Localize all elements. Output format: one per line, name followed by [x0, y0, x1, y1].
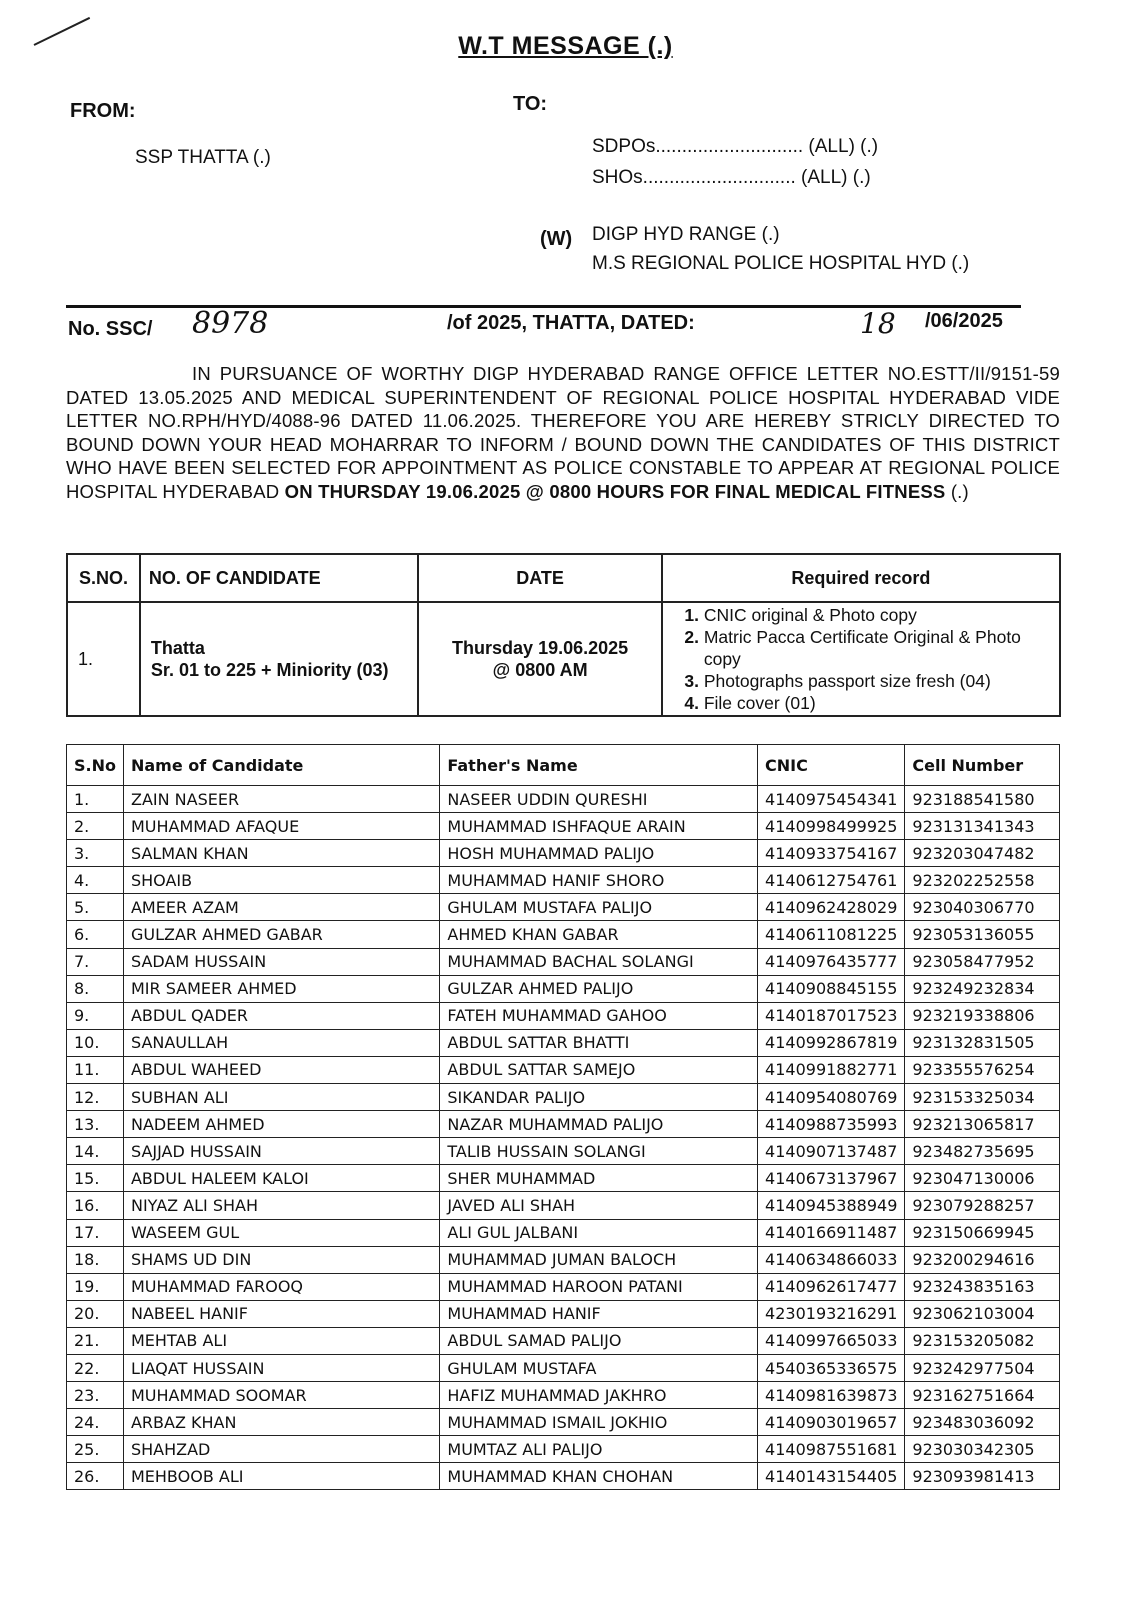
candidate-cnic: 4140992867819 — [758, 1029, 905, 1056]
candidate-name: ARBAZ KHAN — [123, 1409, 439, 1436]
candidate-name: NADEEM AHMED — [123, 1111, 439, 1138]
summary-header-row — [67, 554, 1060, 602]
candidate-father-name: MUHAMMAD KHAN CHOHAN — [440, 1463, 758, 1490]
table-row — [67, 1300, 1060, 1327]
candidate-cnic: 4140962428029 — [758, 894, 905, 921]
to-label: TO: — [513, 93, 548, 115]
candidate-cell-number: 923062103004 — [905, 1300, 1060, 1327]
body-text-end: (.) — [950, 480, 969, 502]
reference-number-handwritten: 8978 — [192, 306, 269, 341]
candidate-father-name: SIKANDAR PALIJO — [440, 1084, 758, 1111]
table-row — [67, 894, 1060, 921]
candidate-cell-number: 923200294616 — [905, 1246, 1060, 1273]
candidate-cnic: 4140997665033 — [758, 1327, 905, 1354]
candidate-cell-number: 923153325034 — [905, 1084, 1060, 1111]
reference-middle: /of 2025, THATTA, DATED: — [447, 312, 695, 334]
summary-date-line2: @ 0800 AM — [492, 660, 588, 680]
summary-header-records: Required record — [662, 554, 1060, 602]
candidate-cnic: 4140981639873 — [758, 1382, 905, 1409]
candidate-cnic: 4140962617477 — [758, 1273, 905, 1300]
candidate-sno: 15. — [67, 1165, 124, 1192]
candidate-cell-number: 923131341343 — [905, 813, 1060, 840]
candidate-name: MEHBOOB ALI — [123, 1463, 439, 1490]
candidate-sno: 18. — [67, 1246, 124, 1273]
candidate-sno: 17. — [67, 1219, 124, 1246]
candidate-cell-number: 923150669945 — [905, 1219, 1060, 1246]
candidates-header-row — [67, 745, 1060, 786]
required-record-item: 1. CNIC original & Photo copy — [704, 604, 1058, 626]
candidate-father-name: MUHAMMAD HANIF SHORO — [440, 867, 758, 894]
candidate-sno: 7. — [67, 948, 124, 975]
candidate-name: SHAHZAD — [123, 1436, 439, 1463]
reference-day-handwritten: 18 — [860, 307, 896, 340]
candidate-father-name: JAVED ALI SHAH — [440, 1192, 758, 1219]
candidate-father-name: MUHAMMAD BACHAL SOLANGI — [440, 948, 758, 975]
summary-date-line1: Thursday 19.06.2025 — [452, 638, 629, 658]
table-row — [67, 1002, 1060, 1029]
candidate-sno: 2. — [67, 813, 124, 840]
table-row — [67, 1192, 1060, 1219]
document-title-wrap — [0, 32, 1131, 61]
candidate-cnic: 4140988735993 — [758, 1111, 905, 1138]
candidate-cell-number: 923243835163 — [905, 1273, 1060, 1300]
candidate-name: SUBHAN ALI — [123, 1084, 439, 1111]
table-row — [67, 1436, 1060, 1463]
candidate-sno: 14. — [67, 1138, 124, 1165]
candidate-sno: 5. — [67, 894, 124, 921]
candidate-cnic: 4230193216291 — [758, 1300, 905, 1327]
candidate-cell-number: 923058477952 — [905, 948, 1060, 975]
candidate-name: MUHAMMAD FAROOQ — [123, 1273, 439, 1300]
reference-month-year: /06/2025 — [925, 310, 1003, 332]
candidates-header-cell: Cell Number — [905, 745, 1060, 786]
table-row — [67, 1409, 1060, 1436]
candidate-father-name: GHULAM MUSTAFA — [440, 1354, 758, 1381]
table-row — [67, 1029, 1060, 1056]
summary-date-cell — [418, 602, 661, 716]
candidate-cnic: 4140143154405 — [758, 1463, 905, 1490]
candidate-cell-number: 923053136055 — [905, 921, 1060, 948]
table-row — [67, 1463, 1060, 1490]
copy-to-label: (W) — [540, 228, 573, 250]
table-row — [67, 867, 1060, 894]
candidate-cell-number: 923132831505 — [905, 1029, 1060, 1056]
table-row — [67, 1138, 1060, 1165]
candidate-cnic: 4140612754761 — [758, 867, 905, 894]
candidate-sno: 1. — [67, 786, 124, 813]
summary-row — [67, 602, 1060, 716]
table-row — [67, 840, 1060, 867]
document-title: W.T MESSAGE (.) — [458, 32, 673, 60]
summary-sno: 1. — [67, 602, 140, 716]
candidate-cell-number: 923047130006 — [905, 1165, 1060, 1192]
table-row — [67, 786, 1060, 813]
candidate-cell-number: 923202252558 — [905, 867, 1060, 894]
candidate-name: NIYAZ ALI SHAH — [123, 1192, 439, 1219]
candidate-cnic: 4140991882771 — [758, 1056, 905, 1083]
candidate-cnic: 4140998499925 — [758, 813, 905, 840]
candidate-father-name: GHULAM MUSTAFA PALIJO — [440, 894, 758, 921]
candidate-cnic: 4140903019657 — [758, 1409, 905, 1436]
to-line-sdpos: SDPOs............................ (ALL) (.) — [592, 136, 879, 157]
candidate-father-name: MUMTAZ ALI PALIJO — [440, 1436, 758, 1463]
candidate-cell-number: 923483036092 — [905, 1409, 1060, 1436]
candidate-name: SHOAIB — [123, 867, 439, 894]
candidate-father-name: SHER MUHAMMAD — [440, 1165, 758, 1192]
table-row — [67, 1382, 1060, 1409]
candidate-name: SHAMS UD DIN — [123, 1246, 439, 1273]
candidate-cnic: 4140976435777 — [758, 948, 905, 975]
candidate-cnic: 4140166911487 — [758, 1219, 905, 1246]
candidate-name: SANAULLAH — [123, 1029, 439, 1056]
candidate-father-name: ABDUL SAMAD PALIJO — [440, 1327, 758, 1354]
candidate-name: SAJJAD HUSSAIN — [123, 1138, 439, 1165]
candidate-father-name: MUHAMMAD HANIF — [440, 1300, 758, 1327]
candidate-cnic: 4140187017523 — [758, 1002, 905, 1029]
candidate-name: NABEEL HANIF — [123, 1300, 439, 1327]
candidate-name: GULZAR AHMED GABAR — [123, 921, 439, 948]
from-label: FROM: — [70, 100, 136, 122]
candidate-sno: 23. — [67, 1382, 124, 1409]
table-row — [67, 813, 1060, 840]
candidate-sno: 25. — [67, 1436, 124, 1463]
candidate-father-name: NASEER UDDIN QURESHI — [440, 786, 758, 813]
required-records-list — [664, 604, 1058, 714]
candidate-cell-number: 923355576254 — [905, 1056, 1060, 1083]
candidates-header-father: Father's Name — [440, 745, 758, 786]
candidate-cell-number: 923249232834 — [905, 975, 1060, 1002]
candidates-header-name: Name of Candidate — [123, 745, 439, 786]
table-row — [67, 1165, 1060, 1192]
table-row — [67, 1111, 1060, 1138]
table-row — [67, 1084, 1060, 1111]
candidate-cell-number: 923188541580 — [905, 786, 1060, 813]
candidate-father-name: MUHAMMAD HAROON PATANI — [440, 1273, 758, 1300]
candidate-cell-number: 923030342305 — [905, 1436, 1060, 1463]
candidate-father-name: AHMED KHAN GABAR — [440, 921, 758, 948]
summary-table — [66, 553, 1061, 717]
table-row — [67, 975, 1060, 1002]
candidate-sno: 19. — [67, 1273, 124, 1300]
candidate-cell-number: 923219338806 — [905, 1002, 1060, 1029]
candidate-name: LIAQAT HUSSAIN — [123, 1354, 439, 1381]
candidate-father-name: MUHAMMAD ISMAIL JOKHIO — [440, 1409, 758, 1436]
candidate-father-name: FATEH MUHAMMAD GAHOO — [440, 1002, 758, 1029]
reference-prefix: No. SSC/ — [68, 318, 153, 340]
candidate-father-name: HAFIZ MUHAMMAD JAKHRO — [440, 1382, 758, 1409]
candidate-father-name: HOSH MUHAMMAD PALIJO — [440, 840, 758, 867]
table-row — [67, 1354, 1060, 1381]
summary-header-date: DATE — [418, 554, 661, 602]
candidate-cnic: 4140634866033 — [758, 1246, 905, 1273]
copy-to-line-hospital: M.S REGIONAL POLICE HOSPITAL HYD (.) — [592, 253, 970, 274]
candidate-name: SALMAN KHAN — [123, 840, 439, 867]
to-line-shos: SHOs............................. (ALL) (.) — [592, 167, 871, 188]
candidates-body — [67, 786, 1060, 1490]
table-row — [67, 948, 1060, 975]
body-text-bold: ON THURSDAY 19.06.2025 @ 0800 HOURS FOR FINAL MEDICAL FITNESS — [284, 480, 946, 502]
candidate-cell-number: 923153205082 — [905, 1327, 1060, 1354]
candidate-name: ABDUL HALEEM KALOI — [123, 1165, 439, 1192]
candidate-cell-number: 923213065817 — [905, 1111, 1060, 1138]
summary-candidate-line2: Sr. 01 to 225 + Miniority (03) — [150, 660, 389, 680]
candidate-name: ABDUL QADER — [123, 1002, 439, 1029]
summary-records-cell — [662, 602, 1060, 716]
body-text-main: IN PURSUANCE OF WORTHY DIGP HYDERABAD RANGE OFFICE LETTER NO.ESTT/II/9151-59 DATED 13.05.2025 AND MEDICAL SUPERINTENDENT OF REGIONAL POLICE HOSPITAL HYDERABAD VIDE LETTER NO.RPH/HYD/4088-96 DATED 11.06.2025. THEREFORE YOU ARE HEREBY STRICLY DIRECTED TO BOUND DOWN YOUR HEAD MOHARRAR TO INFORM / BOUND DOWN THE CANDIDATES OF THIS DISTRICT WHO HAVE BEEN SELECTED FOR APPOINTMENT AS POLICE CONSTABLE TO APPEAR AT REGIONAL POLICE HOSPITAL HYDERABAD — [66, 363, 1060, 502]
candidate-cell-number: 923203047482 — [905, 840, 1060, 867]
candidate-sno: 9. — [67, 1002, 124, 1029]
candidate-sno: 26. — [67, 1463, 124, 1490]
candidate-sno: 24. — [67, 1409, 124, 1436]
candidate-cell-number: 923482735695 — [905, 1138, 1060, 1165]
summary-header-sno: S.NO. — [67, 554, 140, 602]
candidate-cell-number: 923162751664 — [905, 1382, 1060, 1409]
candidate-father-name: ABDUL SATTAR BHATTI — [440, 1029, 758, 1056]
table-row — [67, 1327, 1060, 1354]
from-value: SSP THATTA (.) — [135, 147, 271, 168]
candidate-sno: 8. — [67, 975, 124, 1002]
candidate-name: SADAM HUSSAIN — [123, 948, 439, 975]
candidate-cell-number: 923040306770 — [905, 894, 1060, 921]
table-row — [67, 1056, 1060, 1083]
required-record-item: 4. File cover (01) — [704, 692, 1058, 714]
candidate-sno: 3. — [67, 840, 124, 867]
candidate-cnic: 4540365336575 — [758, 1354, 905, 1381]
table-row — [67, 1273, 1060, 1300]
candidate-name: AMEER AZAM — [123, 894, 439, 921]
candidate-cnic: 4140611081225 — [758, 921, 905, 948]
candidate-father-name: MUHAMMAD JUMAN BALOCH — [440, 1246, 758, 1273]
candidate-sno: 10. — [67, 1029, 124, 1056]
candidates-header-sno: S.No — [67, 745, 124, 786]
candidate-sno: 12. — [67, 1084, 124, 1111]
candidate-father-name: ABDUL SATTAR SAMEJO — [440, 1056, 758, 1083]
candidate-father-name: ALI GUL JALBANI — [440, 1219, 758, 1246]
candidate-sno: 16. — [67, 1192, 124, 1219]
candidate-cnic: 4140945388949 — [758, 1192, 905, 1219]
copy-to-line-digp: DIGP HYD RANGE (.) — [592, 224, 780, 245]
candidate-cnic: 4140907137487 — [758, 1138, 905, 1165]
summary-candidate-cell — [140, 602, 418, 716]
candidate-father-name: GULZAR AHMED PALIJO — [440, 975, 758, 1002]
candidate-sno: 4. — [67, 867, 124, 894]
required-record-item: 3. Photographs passport size fresh (04) — [704, 670, 1058, 692]
candidate-name: MEHTAB ALI — [123, 1327, 439, 1354]
candidate-sno: 20. — [67, 1300, 124, 1327]
candidate-father-name: TALIB HUSSAIN SOLANGI — [440, 1138, 758, 1165]
candidate-cnic: 4140987551681 — [758, 1436, 905, 1463]
candidate-name: MUHAMMAD SOOMAR — [123, 1382, 439, 1409]
candidate-sno: 11. — [67, 1056, 124, 1083]
candidate-cell-number: 923093981413 — [905, 1463, 1060, 1490]
candidate-cnic: 4140673137967 — [758, 1165, 905, 1192]
candidate-name: MUHAMMAD AFAQUE — [123, 813, 439, 840]
candidate-name: ABDUL WAHEED — [123, 1056, 439, 1083]
candidate-sno: 22. — [67, 1354, 124, 1381]
candidates-table — [66, 744, 1060, 1490]
candidate-sno: 21. — [67, 1327, 124, 1354]
candidate-name: WASEEM GUL — [123, 1219, 439, 1246]
body-paragraph — [66, 362, 1060, 503]
candidate-name: ZAIN NASEER — [123, 786, 439, 813]
candidate-father-name: NAZAR MUHAMMAD PALIJO — [440, 1111, 758, 1138]
table-row — [67, 921, 1060, 948]
candidate-sno: 6. — [67, 921, 124, 948]
table-row — [67, 1246, 1060, 1273]
candidates-header-cnic: CNIC — [758, 745, 905, 786]
required-record-item: 2. Matric Pacca Certificate Original & Photo copy — [704, 626, 1058, 670]
candidate-name: MIR SAMEER AHMED — [123, 975, 439, 1002]
candidate-sno: 13. — [67, 1111, 124, 1138]
candidate-cell-number: 923079288257 — [905, 1192, 1060, 1219]
candidate-cnic: 4140908845155 — [758, 975, 905, 1002]
candidate-father-name: MUHAMMAD ISHFAQUE ARAIN — [440, 813, 758, 840]
candidate-cnic: 4140933754167 — [758, 840, 905, 867]
candidate-cnic: 4140975454341 — [758, 786, 905, 813]
table-row — [67, 1219, 1060, 1246]
summary-header-candidate: NO. OF CANDIDATE — [140, 554, 418, 602]
summary-candidate-line1: Thatta — [150, 638, 205, 658]
candidate-cnic: 4140954080769 — [758, 1084, 905, 1111]
candidate-cell-number: 923242977504 — [905, 1354, 1060, 1381]
